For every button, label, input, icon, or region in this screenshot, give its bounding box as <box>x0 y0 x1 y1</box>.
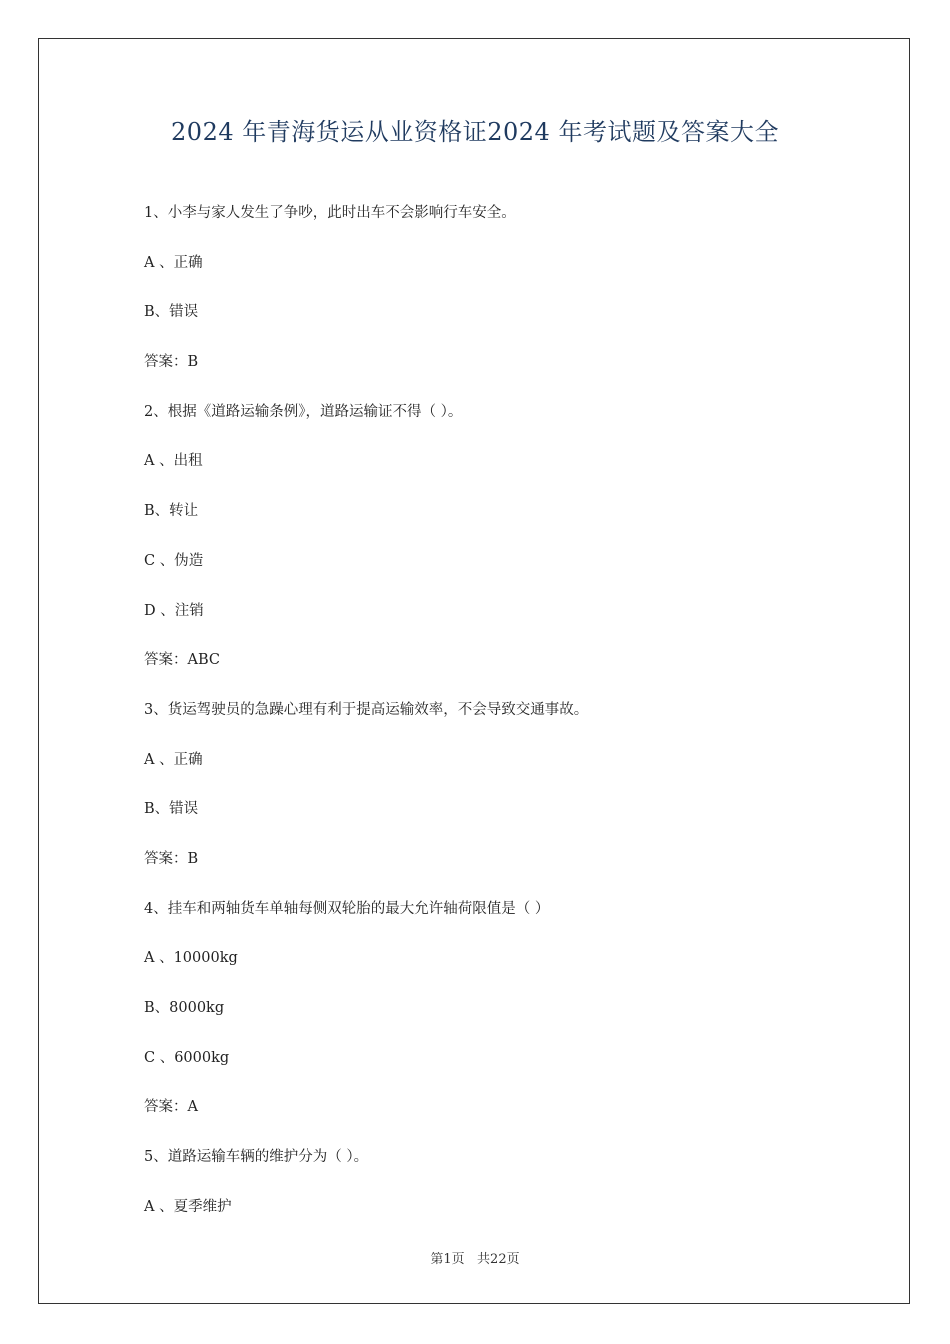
question-3-text: 3、货运驾驶员的急躁心理有利于提高运输效率，不会导致交通事故。 <box>144 701 589 718</box>
question-4-option-b: B、8000kg <box>144 1000 225 1016</box>
question-list <box>144 200 864 1243</box>
question-4-text: 4、挂车和两轴货车单轴每侧双轮胎的最大允许轴荷限值是（ ） <box>144 900 550 917</box>
page-footer: 第1页 共22页 <box>430 1252 520 1267</box>
question-3-option-b: B、错误 <box>144 801 199 818</box>
question-5-text: 5、道路运输车辆的维护分为（ ）。 <box>144 1149 369 1166</box>
question-4-option-c: C 、6000kg <box>144 1049 230 1066</box>
question-2-option-b: B、转让 <box>144 503 199 520</box>
question-2-text: 2、根据《道路运输条例》，道路运输证不得（ ）。 <box>144 403 463 420</box>
question-1-option-b: B、错误 <box>144 304 199 321</box>
question-4-option-a: A 、10000kg <box>144 950 238 967</box>
question-1-option-a: A 、正确 <box>144 254 203 271</box>
question-3-option-a: A 、正确 <box>144 751 203 768</box>
question-1-answer: 答案：B <box>144 354 199 371</box>
question-3-answer: 答案：B <box>144 850 199 867</box>
question-2-option-d: D 、注销 <box>144 602 204 619</box>
question-2-answer: 答案：ABC <box>144 652 220 669</box>
question-2-option-a: A 、出租 <box>144 453 203 470</box>
document-title: 2024 年青海货运从业资格证2024 年考试题及答案大全 <box>171 118 779 146</box>
question-1-text: 1、小李与家人发生了争吵，此时出车不会影响行车安全。 <box>144 205 516 221</box>
question-4-answer: 答案：A <box>144 1099 198 1116</box>
question-5-option-a: A 、夏季维护 <box>144 1198 232 1215</box>
question-2-option-c: C 、伪造 <box>144 552 204 569</box>
